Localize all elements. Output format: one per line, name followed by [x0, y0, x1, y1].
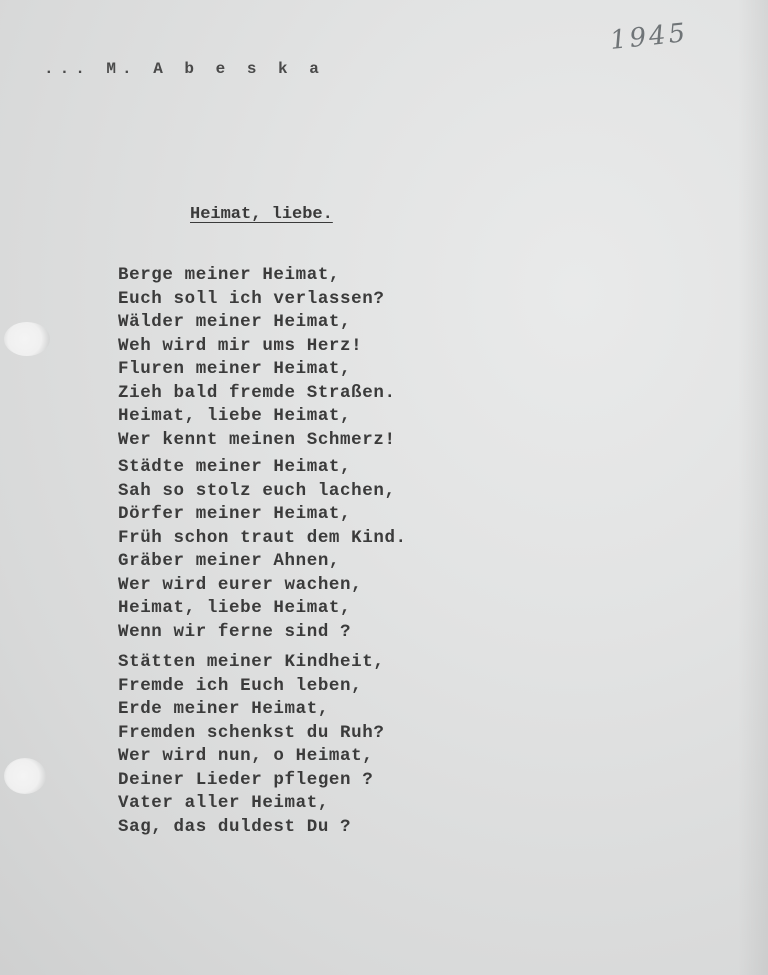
poem-line: Städte meiner Heimat, [118, 457, 352, 477]
poem-line: Deiner Lieder pflegen ? [118, 769, 374, 790]
poem-line: Zieh bald fremde Straßen. [118, 382, 396, 403]
poem-line: Dörfer meiner Heimat, [118, 504, 352, 524]
poem-line: Vater aller Heimat, [118, 793, 329, 813]
poem-line: Wer wird eurer wachen, [118, 574, 363, 595]
poem-line: Fluren meiner Heimat, [118, 359, 352, 379]
punch-hole-upper [4, 322, 50, 356]
poem-line: Früh schon traut dem Kind. [118, 527, 407, 548]
poem-line: Heimat, liebe Heimat, [118, 406, 352, 426]
poem-line: Weh wird mir ums Herz! [118, 335, 363, 356]
poem-line: Fremde ich Euch leben, [118, 675, 363, 696]
stanza-1 [118, 264, 396, 452]
poem-line: Gräber meiner Ahnen, [118, 551, 341, 571]
poem-title: Heimat, liebe. [190, 205, 333, 224]
poem-line: Wenn wir ferne sind ? [118, 621, 352, 642]
poem-line: Berge meiner Heimat, [118, 265, 341, 285]
stanza-3 [118, 651, 384, 839]
poem-line: Sag, das duldest Du ? [118, 816, 352, 837]
poem-line: Wer kennt meinen Schmerz! [118, 429, 396, 450]
poem-line: Wer wird nun, o Heimat, [118, 746, 374, 766]
poem-line: Stätten meiner Kindheit, [118, 652, 385, 672]
author-line: ... M. A b e s k a [44, 60, 325, 78]
poem-line: Fremden schenkst du Ruh? [118, 722, 385, 743]
poem-line: Erde meiner Heimat, [118, 699, 329, 719]
page-shadow [738, 0, 768, 975]
poem-line: Heimat, liebe Heimat, [118, 598, 352, 618]
handwritten-year: 1945 [608, 17, 690, 57]
stanza-2 [118, 456, 407, 644]
poem-line: Wälder meiner Heimat, [118, 312, 352, 332]
punch-hole-lower [4, 758, 46, 794]
poem-line: Sah so stolz euch lachen, [118, 480, 396, 501]
poem-line: Euch soll ich verlassen? [118, 288, 385, 309]
